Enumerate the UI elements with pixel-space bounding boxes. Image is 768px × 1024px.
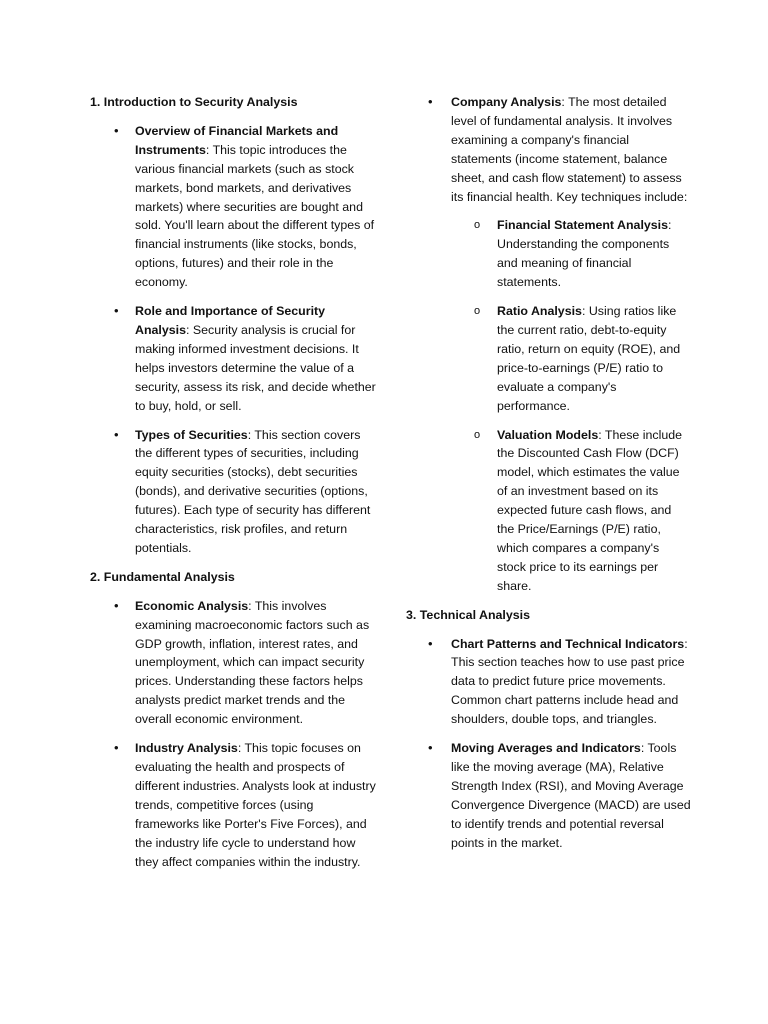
section-heading-introduction: 1. Introduction to Security Analysis	[90, 95, 298, 109]
list-item	[90, 597, 380, 729]
right-column	[406, 93, 691, 863]
section-heading-fundamental-analysis: 2. Fundamental Analysis	[90, 569, 235, 584]
item-term: Chart Patterns and Technical Indicators	[451, 636, 685, 651]
sub-bullet-icon: o	[474, 219, 481, 232]
sub-item-term: Valuation Models	[497, 427, 599, 442]
fundamental-analysis-list-continued	[406, 93, 691, 596]
bullet-icon: •	[114, 740, 119, 756]
sub-item-term: Ratio Analysis	[497, 304, 582, 319]
fundamental-analysis-list	[90, 597, 380, 872]
bullet-icon: •	[114, 122, 119, 138]
item-term: Types of Securities	[135, 427, 248, 442]
list-item	[90, 302, 380, 415]
list-item	[90, 426, 380, 558]
bullet-icon: •	[114, 303, 119, 319]
item-text: : This section teaches how to use past price data to predict future price movements. Common chart patterns include head and shoulders, double tops, and triangles.	[451, 636, 688, 727]
item-term: Role and Importance of Security Analysis	[135, 304, 326, 337]
bullet-icon: •	[428, 94, 433, 109]
list-item	[406, 635, 691, 730]
list-item	[406, 93, 691, 596]
bullet-icon: •	[428, 635, 433, 651]
item-text: : This topic focuses on evaluating the health and prospects of different industries. Analysts look at industry trends, competitive forces (using frameworks like Porter's Five Forces), and the industry life cycle to understand how they affect companies within the industry.	[135, 741, 376, 869]
sub-item-text: : These include the Discounted Cash Flow (DCF) model, which estimates the value of an investment based on its expected future cash flows, and the Price/Earnings (P/E) ratio, which compares a company's stock price to its earnings per share.	[497, 427, 683, 593]
item-text: : This section covers the different types of securities, including equity securities (stocks), debt securities (bonds), and derivative securities (options, futures). Each type of security has different characteristics, risk profiles, and return potentials.	[135, 427, 371, 555]
company-analysis-sublist	[451, 216, 691, 595]
sub-list-item	[451, 216, 691, 292]
bullet-icon: •	[114, 597, 119, 613]
bullet-icon: •	[428, 740, 433, 756]
sub-list-item	[451, 302, 691, 415]
item-text: : Tools like the moving average (MA), Relative Strength Index (RSI), and Moving Average Convergence Divergence (MACD) are used to identify trends and potential reversal points in the market.	[451, 741, 691, 850]
item-term: Overview of Financial Markets and Instruments	[135, 123, 339, 157]
item-term: Company Analysis	[451, 95, 562, 109]
item-text: : Security analysis is crucial for making informed investment decisions. It helps investors determine the value of a security, assess its risk, and decide whether to buy, hold, or sell.	[135, 322, 376, 413]
list-item	[406, 739, 691, 852]
sub-item-text: : Using ratios like the current ratio, debt-to-equity ratio, return on equity (ROE), and price-to-earnings (P/E) ratio to evaluate a company's performance.	[497, 304, 681, 413]
sub-list-item	[451, 426, 691, 596]
sub-bullet-icon: o	[474, 305, 481, 318]
item-text: : The most detailed level of fundamental analysis. It involves examining a company's financial statements (income statement, balance sheet, and cash flow statement) to assess its financial health. Key techniques include:	[451, 95, 688, 204]
sub-item-term: Financial Statement Analysis	[497, 218, 669, 233]
sub-item-text: : Understanding the components and meaning of financial statements.	[497, 218, 672, 290]
item-text: : This topic introduces the various financial markets (such as stock markets, bond markets, and derivatives markets) where securities are bought and sold. You'll learn about the different types of financial instruments (like stocks, bonds, options, futures) and their role in the economy.	[135, 142, 375, 290]
item-text: : This involves examining macroeconomic factors such as GDP growth, inflation, interest rates, and unemployment, which can impact security prices. Understanding these factors helps analysts predict market trends and the overall economic environment.	[135, 598, 370, 727]
item-term: Economic Analysis	[135, 598, 249, 613]
item-term: Moving Averages and Indicators	[451, 741, 641, 756]
left-column	[90, 93, 380, 881]
technical-analysis-list	[406, 635, 691, 853]
introduction-list	[90, 122, 380, 558]
section-heading-technical-analysis: 3. Technical Analysis	[406, 607, 530, 622]
list-item	[90, 739, 380, 871]
item-term: Industry Analysis	[135, 741, 238, 756]
sub-bullet-icon: o	[474, 428, 481, 441]
list-item	[90, 122, 380, 292]
bullet-icon: •	[114, 426, 119, 442]
